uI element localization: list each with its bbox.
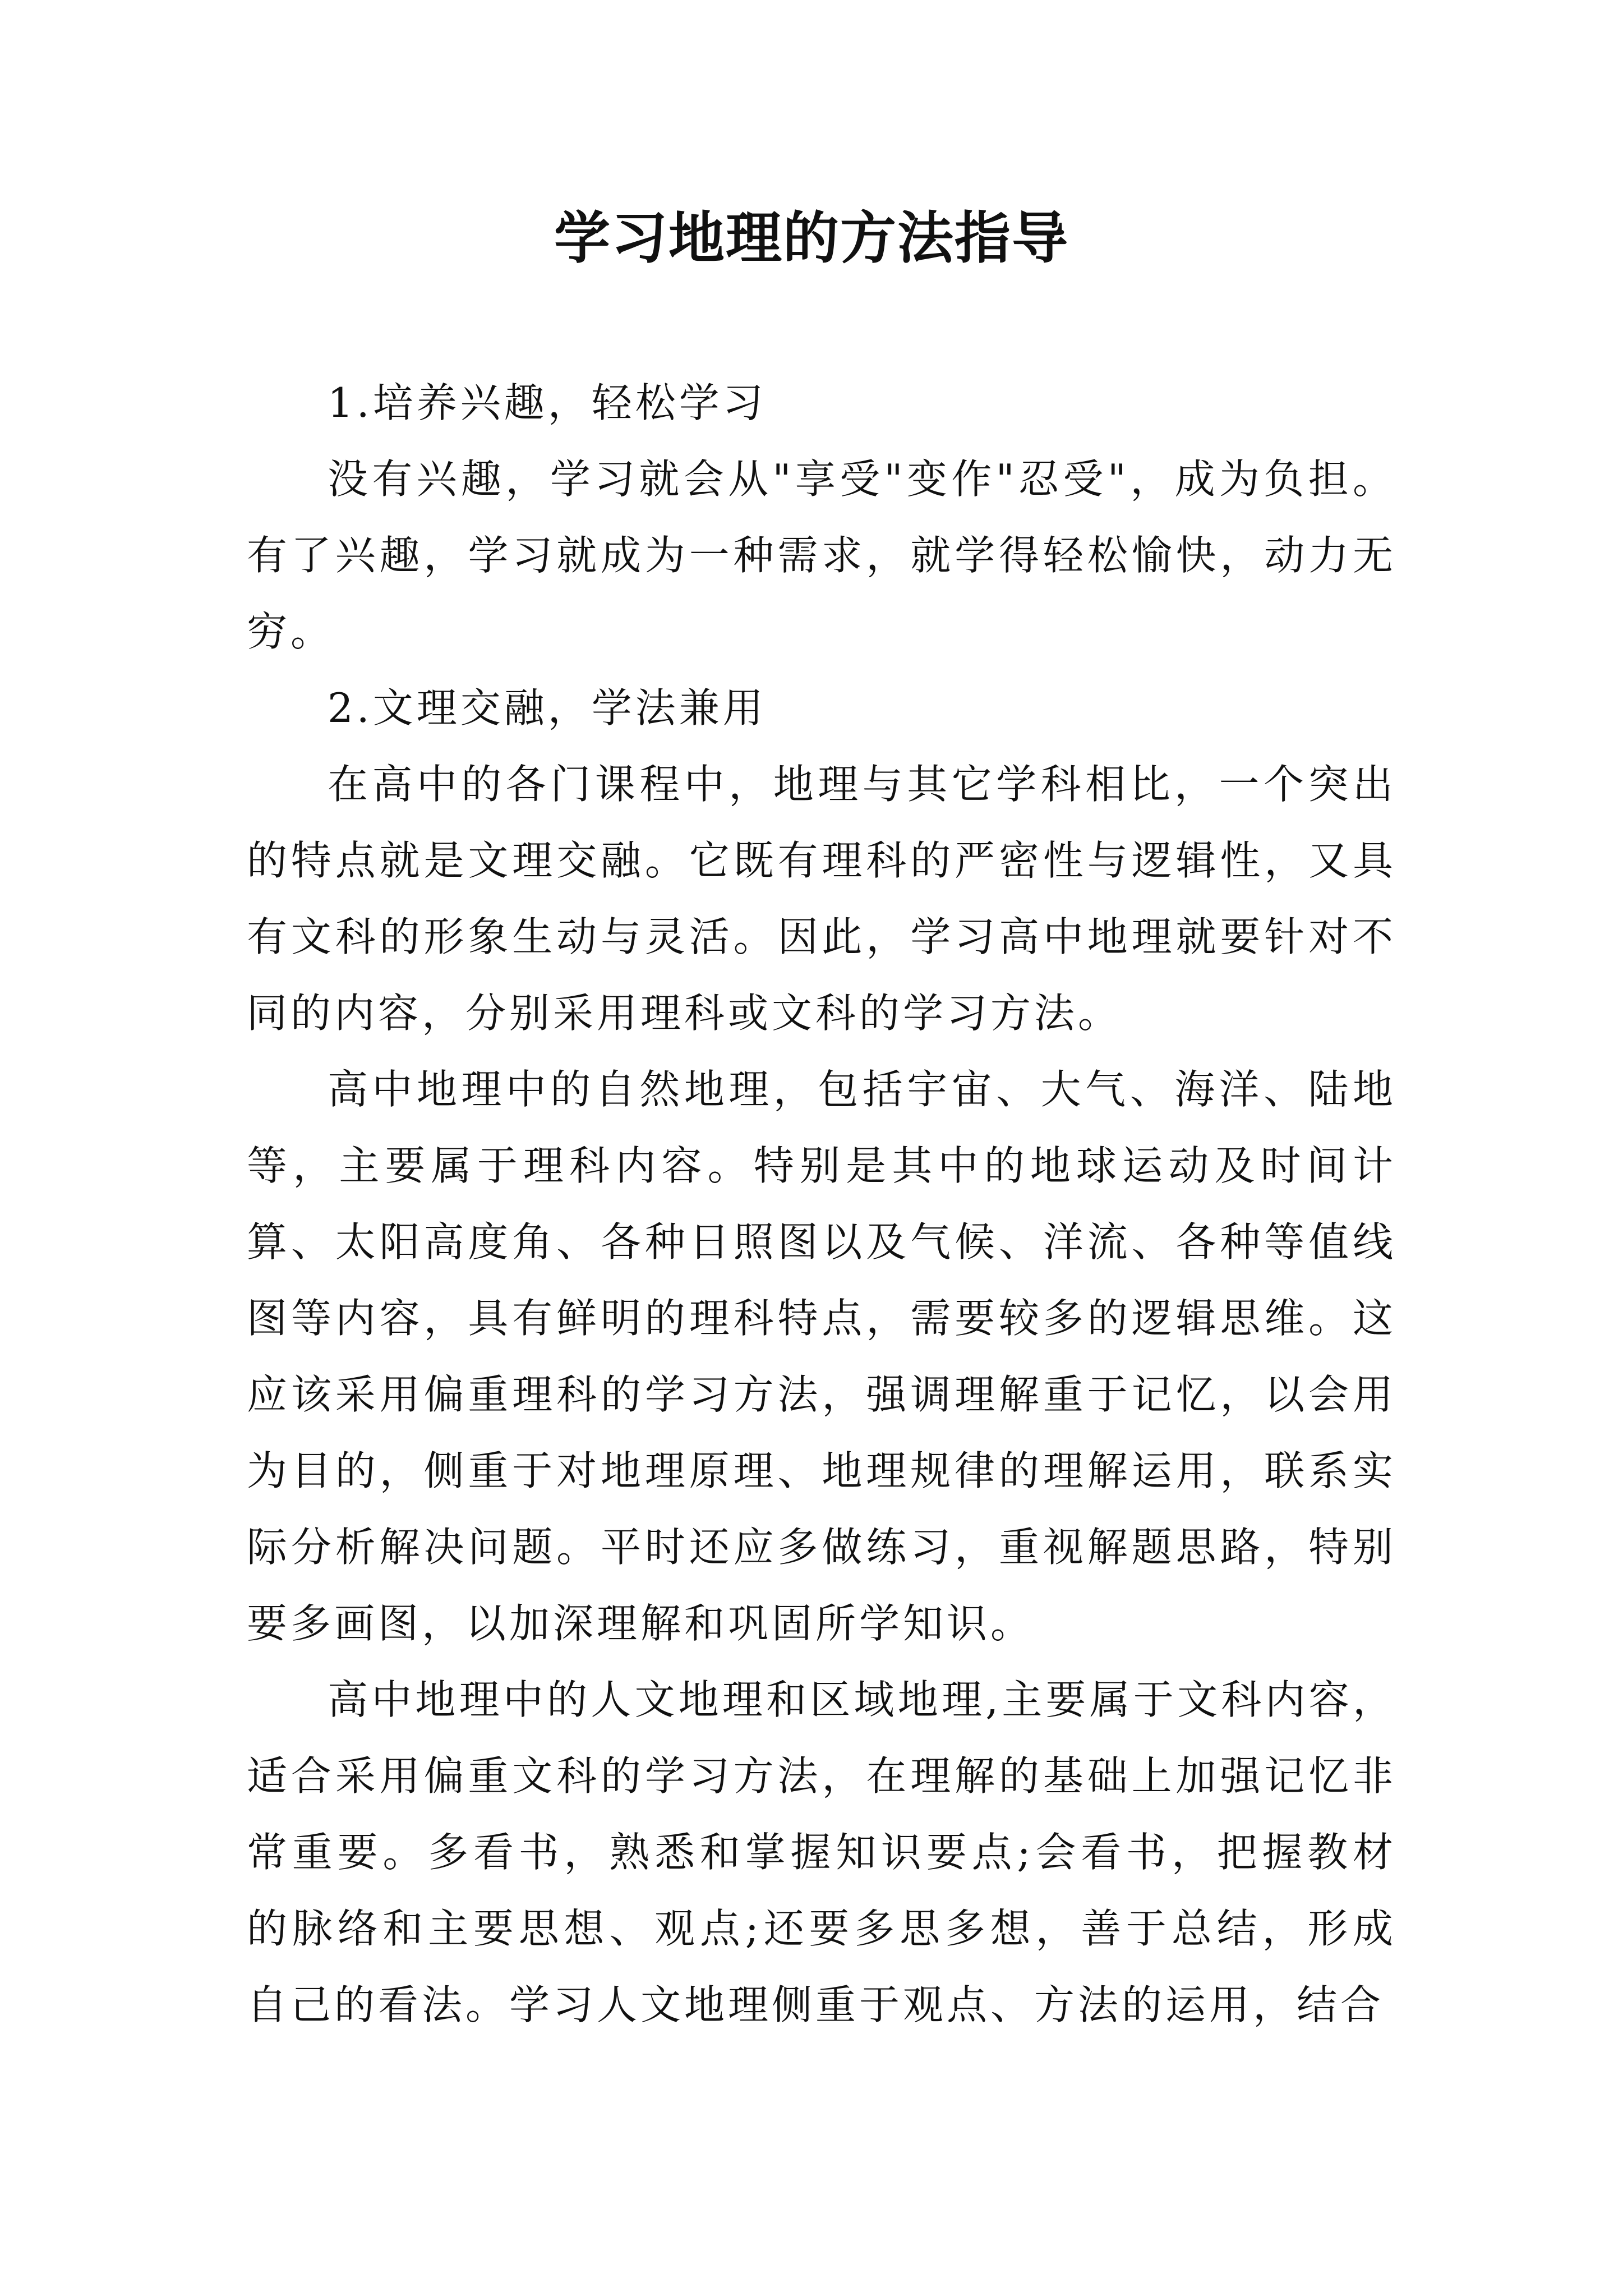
section-heading-2: 2.文理交融，学法兼用 [328,684,767,731]
section-heading-1: 1.培养兴趣，轻松学习 [328,379,767,426]
document-title: 学习地理的方法指导 [554,205,1069,271]
paragraph-1: 没有兴趣，学习就会从"享受"变作"忍受"，成为负担。有了兴趣，学习就成为一种需求，就学得轻松愉快，动力无穷。 [247,455,1396,655]
document-body [247,365,1396,2043]
paragraph-3: 高中地理中的自然地理，包括宇宙、大气、海洋、陆地等，主要属于理科内容。特别是其中的地球运动及时间计算、太阳高度角、各种日照图以及气候、洋流、各种等值线图等内容，具有鲜明的理科特点，需要较多的逻辑思维。这应该采用偏重理科的学习方法，强调理解重于记忆，以会用为目的，侧重于对地理原理、地理规律的理解运用，联系实际分析解决问题。平时还应多做练习，重视解题思路，特别要多画图，以加深理解和巩固所学知识。 [247,1066,1396,1647]
paragraph-4: 高中地理中的人文地理和区域地理,主要属于文科内容，适合采用偏重文科的学习方法，在理解的基础上加强记忆非常重要。多看书，熟悉和掌握知识要点;会看书，把握教材的脉络和主要思想、观点;还要多思多想，善于总结，形成自己的看法。学习人文地理侧重于观点、方法的运用，结合 [247,1676,1396,2028]
paragraph-2: 在高中的各门课程中，地理与其它学科相比，一个突出的特点就是文理交融。它既有理科的严密性与逻辑性，又具有文科的形象生动与灵活。因此，学习高中地理就要针对不同的内容，分别采用理科或文科的学习方法。 [247,761,1396,1037]
